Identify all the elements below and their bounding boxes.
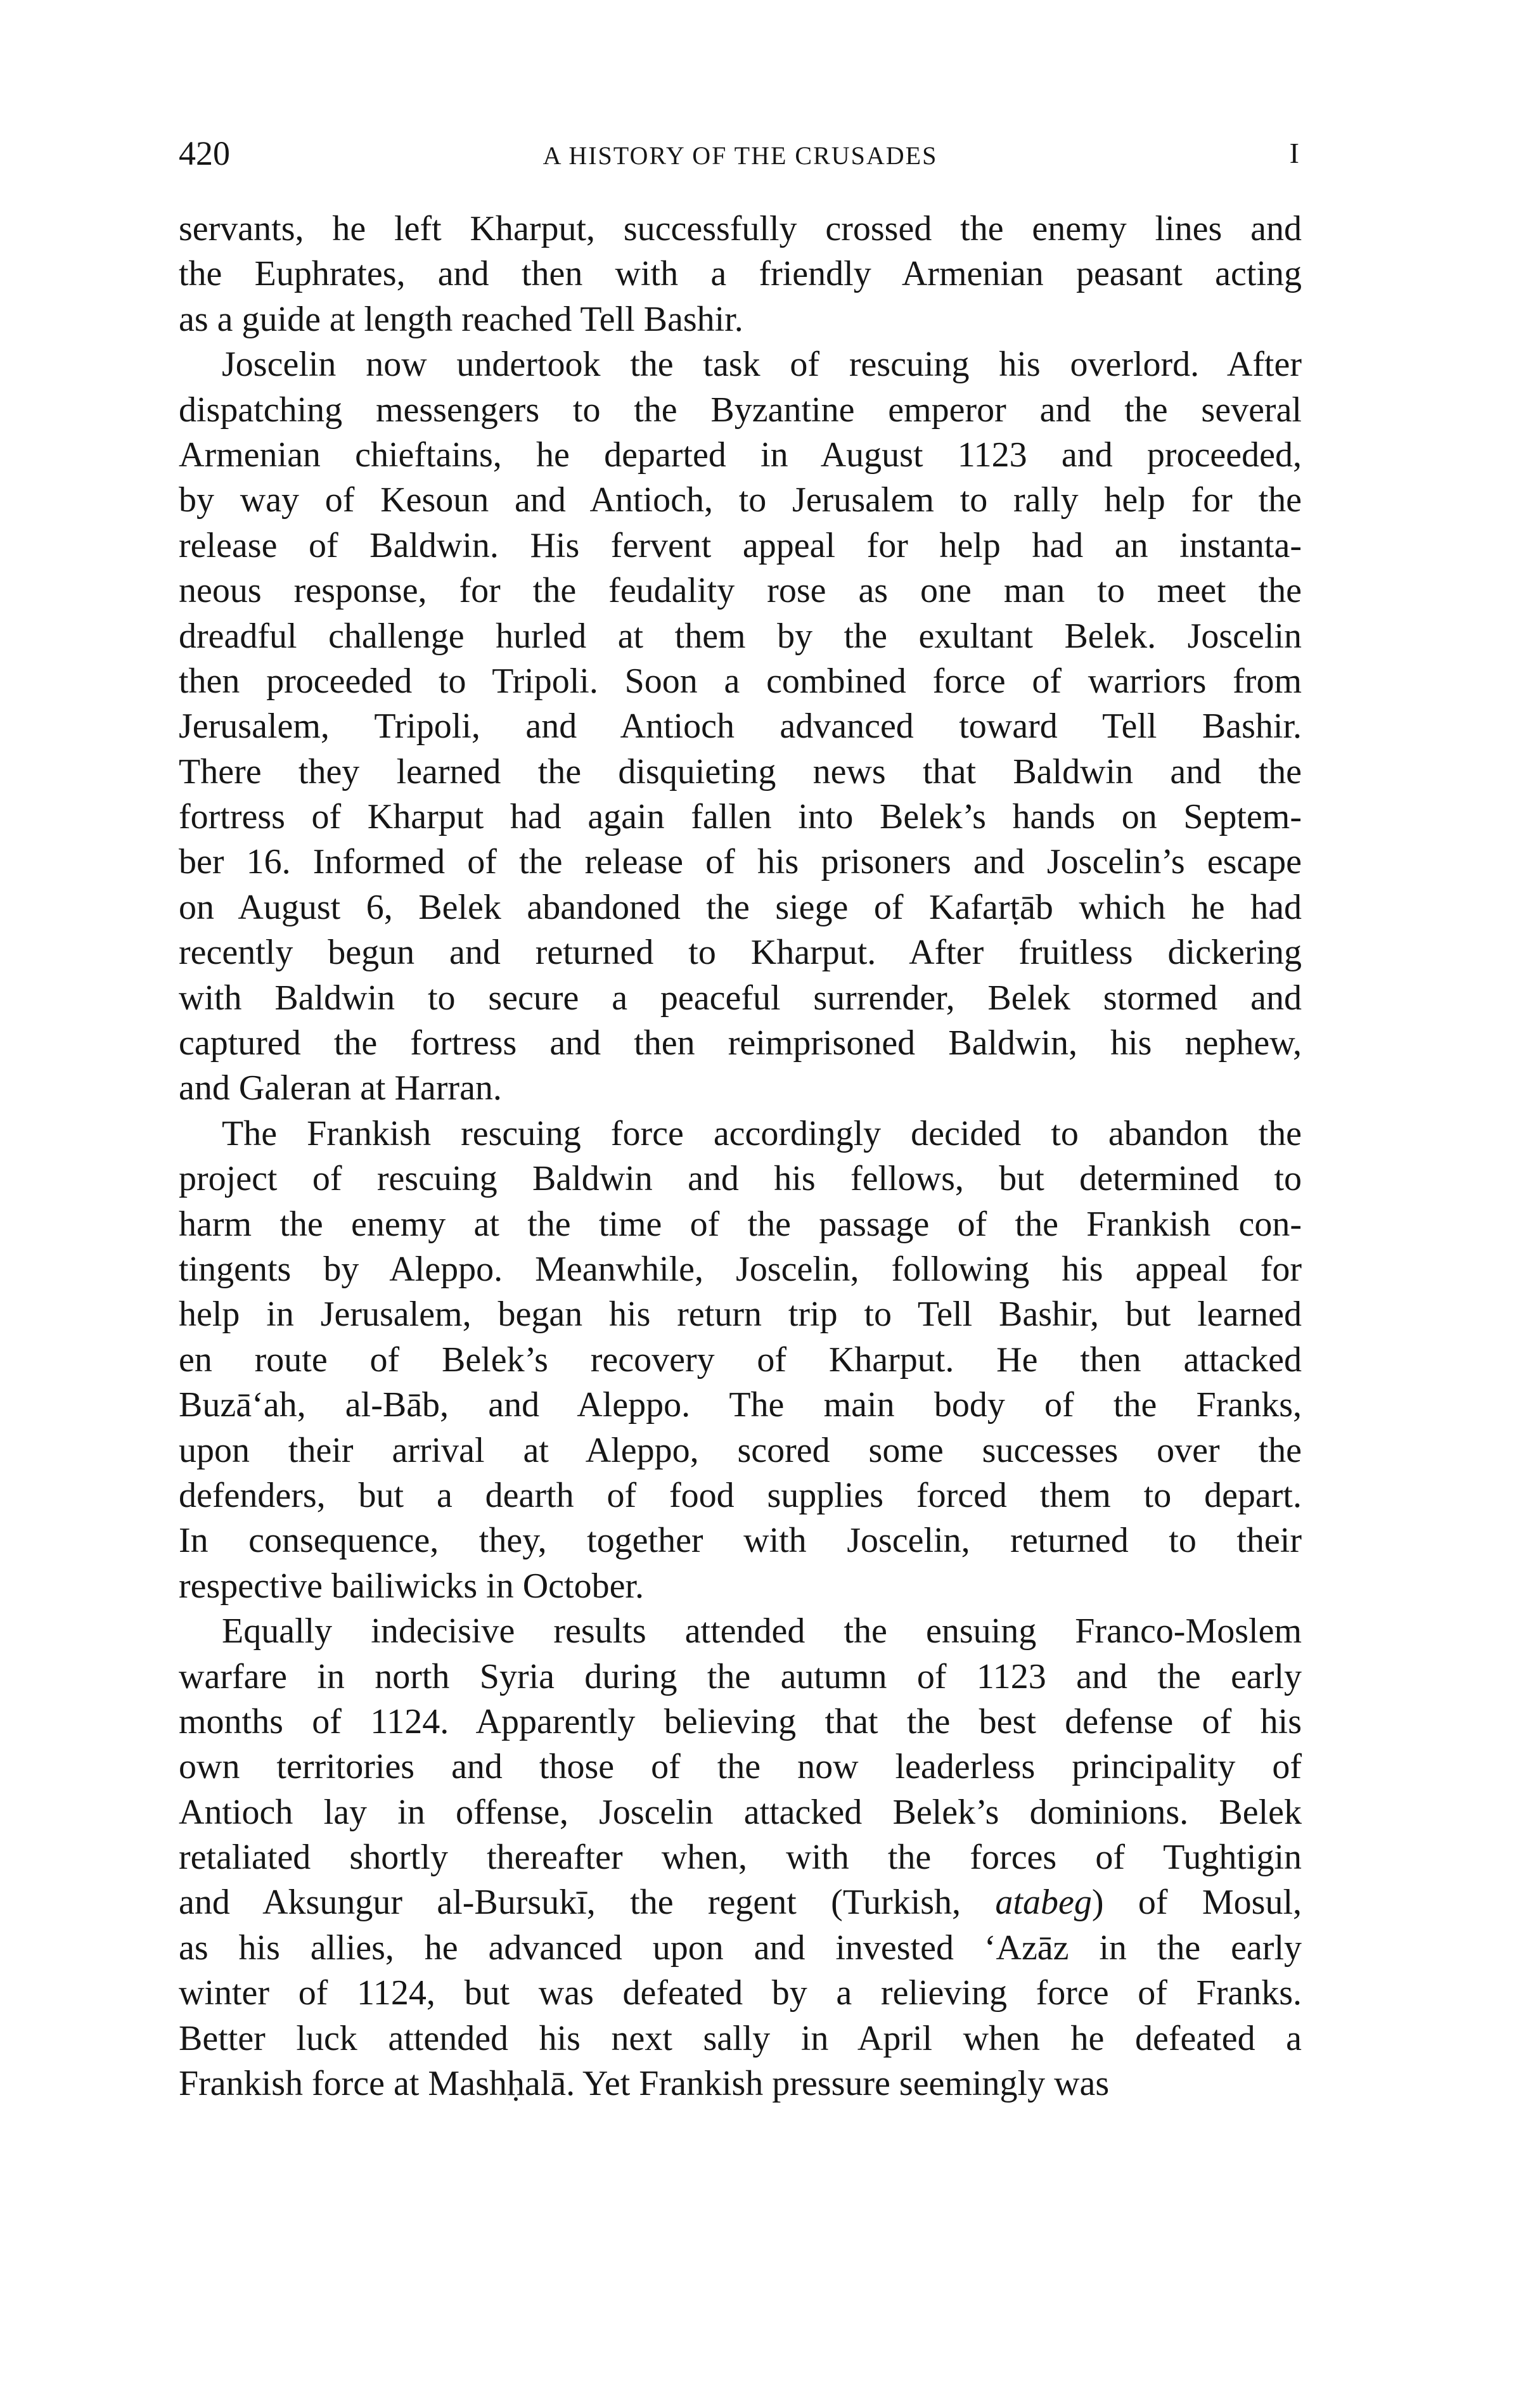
- text-line: help in Jerusalem, began his return trip to Tell Bashir, but learned: [179, 1295, 1302, 1335]
- text-line: release of Baldwin. His fervent appeal for help had an instanta-: [179, 525, 1302, 565]
- paragraph: [179, 342, 1302, 1111]
- text-line: then proceeded to Tripoli. Soon a combined force of warriors from: [179, 661, 1302, 701]
- italic-term: atabeg: [995, 1883, 1092, 1923]
- text-line: Better luck attended his next sally in April when he defeated a: [179, 2018, 1302, 2058]
- text-line: project of rescuing Baldwin and his fellows, but determined to: [179, 1159, 1302, 1199]
- text-line: Joscelin now undertook the task of rescuing his overlord. After: [222, 345, 1302, 385]
- text-line: Buzā‘ah, al-Bāb, and Aleppo. The main body of the Franks,: [179, 1385, 1302, 1425]
- text-line: and Aksungur al-Bursukī, the regent (Turkish, atabeg) of Mosul,: [179, 1883, 1302, 1923]
- text-line: tingents by Aleppo. Meanwhile, Joscelin, following his appeal for: [179, 1249, 1302, 1289]
- text-line: recently begun and returned to Kharput. After fruitless dickering: [179, 933, 1302, 973]
- text-line: on August 6, Belek abandoned the siege of Kafarṭāb which he had: [179, 887, 1302, 927]
- text-line: Frankish force at Mashḥalā. Yet Frankish pressure seemingly was: [179, 2064, 1110, 2104]
- volume-number: I: [1289, 137, 1299, 169]
- text-line: fortress of Kharput had again fallen into Belek’s hands on Septem-: [179, 797, 1302, 837]
- text-line: defenders, but a dearth of food supplies forced them to depart.: [179, 1475, 1302, 1515]
- text-line: respective bailiwicks in October.: [179, 1566, 644, 1606]
- text-line: as a guide at length reached Tell Bashir.: [179, 299, 743, 339]
- text-line: dispatching messengers to the Byzantine emperor and the several: [179, 390, 1302, 430]
- text-line: There they learned the disquieting news that Baldwin and the: [179, 752, 1302, 791]
- text-line: captured the fortress and then reimprisoned Baldwin, his nephew,: [179, 1023, 1302, 1063]
- text-line: Equally indecisive results attended the ensuing Franco-Moslem: [222, 1611, 1302, 1651]
- paragraph: [179, 1609, 1302, 2106]
- body-text: [179, 207, 1302, 2106]
- text-line: Jerusalem, Tripoli, and Antioch advanced toward Tell Bashir.: [179, 707, 1302, 746]
- text-line: harm the enemy at the time of the passage of the Frankish con-: [179, 1204, 1302, 1244]
- text-line: Armenian chieftains, he departed in August 1123 and proceeded,: [179, 435, 1302, 475]
- text-line: neous response, for the feudality rose as one man to meet the: [179, 571, 1302, 611]
- text-line: the Euphrates, and then with a friendly Armenian peasant acting: [179, 254, 1302, 294]
- text-line: upon their arrival at Aleppo, scored some successes over the: [179, 1430, 1302, 1470]
- book-title: A HISTORY OF THE CRUSADES: [542, 141, 938, 170]
- text-line: Antioch lay in offense, Joscelin attacked Belek’s dominions. Belek: [179, 1792, 1302, 1832]
- text-line: and Galeran at Harran.: [179, 1068, 502, 1108]
- text-line: en route of Belek’s recovery of Kharput. He then attacked: [179, 1340, 1302, 1380]
- text-line: with Baldwin to secure a peaceful surrender, Belek stormed and: [179, 978, 1302, 1018]
- text-line: dreadful challenge hurled at them by the exultant Belek. Joscelin: [179, 616, 1302, 656]
- text-line: months of 1124. Apparently believing that the best defense of his: [179, 1701, 1302, 1741]
- text-line: own territories and those of the now leaderless principality of: [179, 1747, 1302, 1787]
- text-line: The Frankish rescuing force accordingly decided to abandon the: [222, 1113, 1302, 1153]
- paragraph: [179, 1111, 1302, 1609]
- text-line: ber 16. Informed of the release of his prisoners and Joscelin’s escape: [179, 842, 1302, 882]
- paragraph: [179, 207, 1302, 342]
- text-line: In consequence, they, together with Joscelin, returned to their: [179, 1521, 1302, 1561]
- running-head: [179, 131, 1302, 176]
- text-line: retaliated shortly thereafter when, with the forces of Tughtigin: [179, 1838, 1302, 1878]
- text-line: servants, he left Kharput, successfully crossed the enemy lines and: [179, 209, 1302, 248]
- page-number: 420: [179, 134, 230, 172]
- text-line: by way of Kesoun and Antioch, to Jerusalem to rally help for the: [179, 480, 1302, 520]
- text-line: winter of 1124, but was defeated by a relieving force of Franks.: [179, 1973, 1302, 2013]
- text-line: as his allies, he advanced upon and invested ‘Azāz in the early: [179, 1928, 1302, 1968]
- text-line: warfare in north Syria during the autumn of 1123 and the early: [179, 1656, 1302, 1696]
